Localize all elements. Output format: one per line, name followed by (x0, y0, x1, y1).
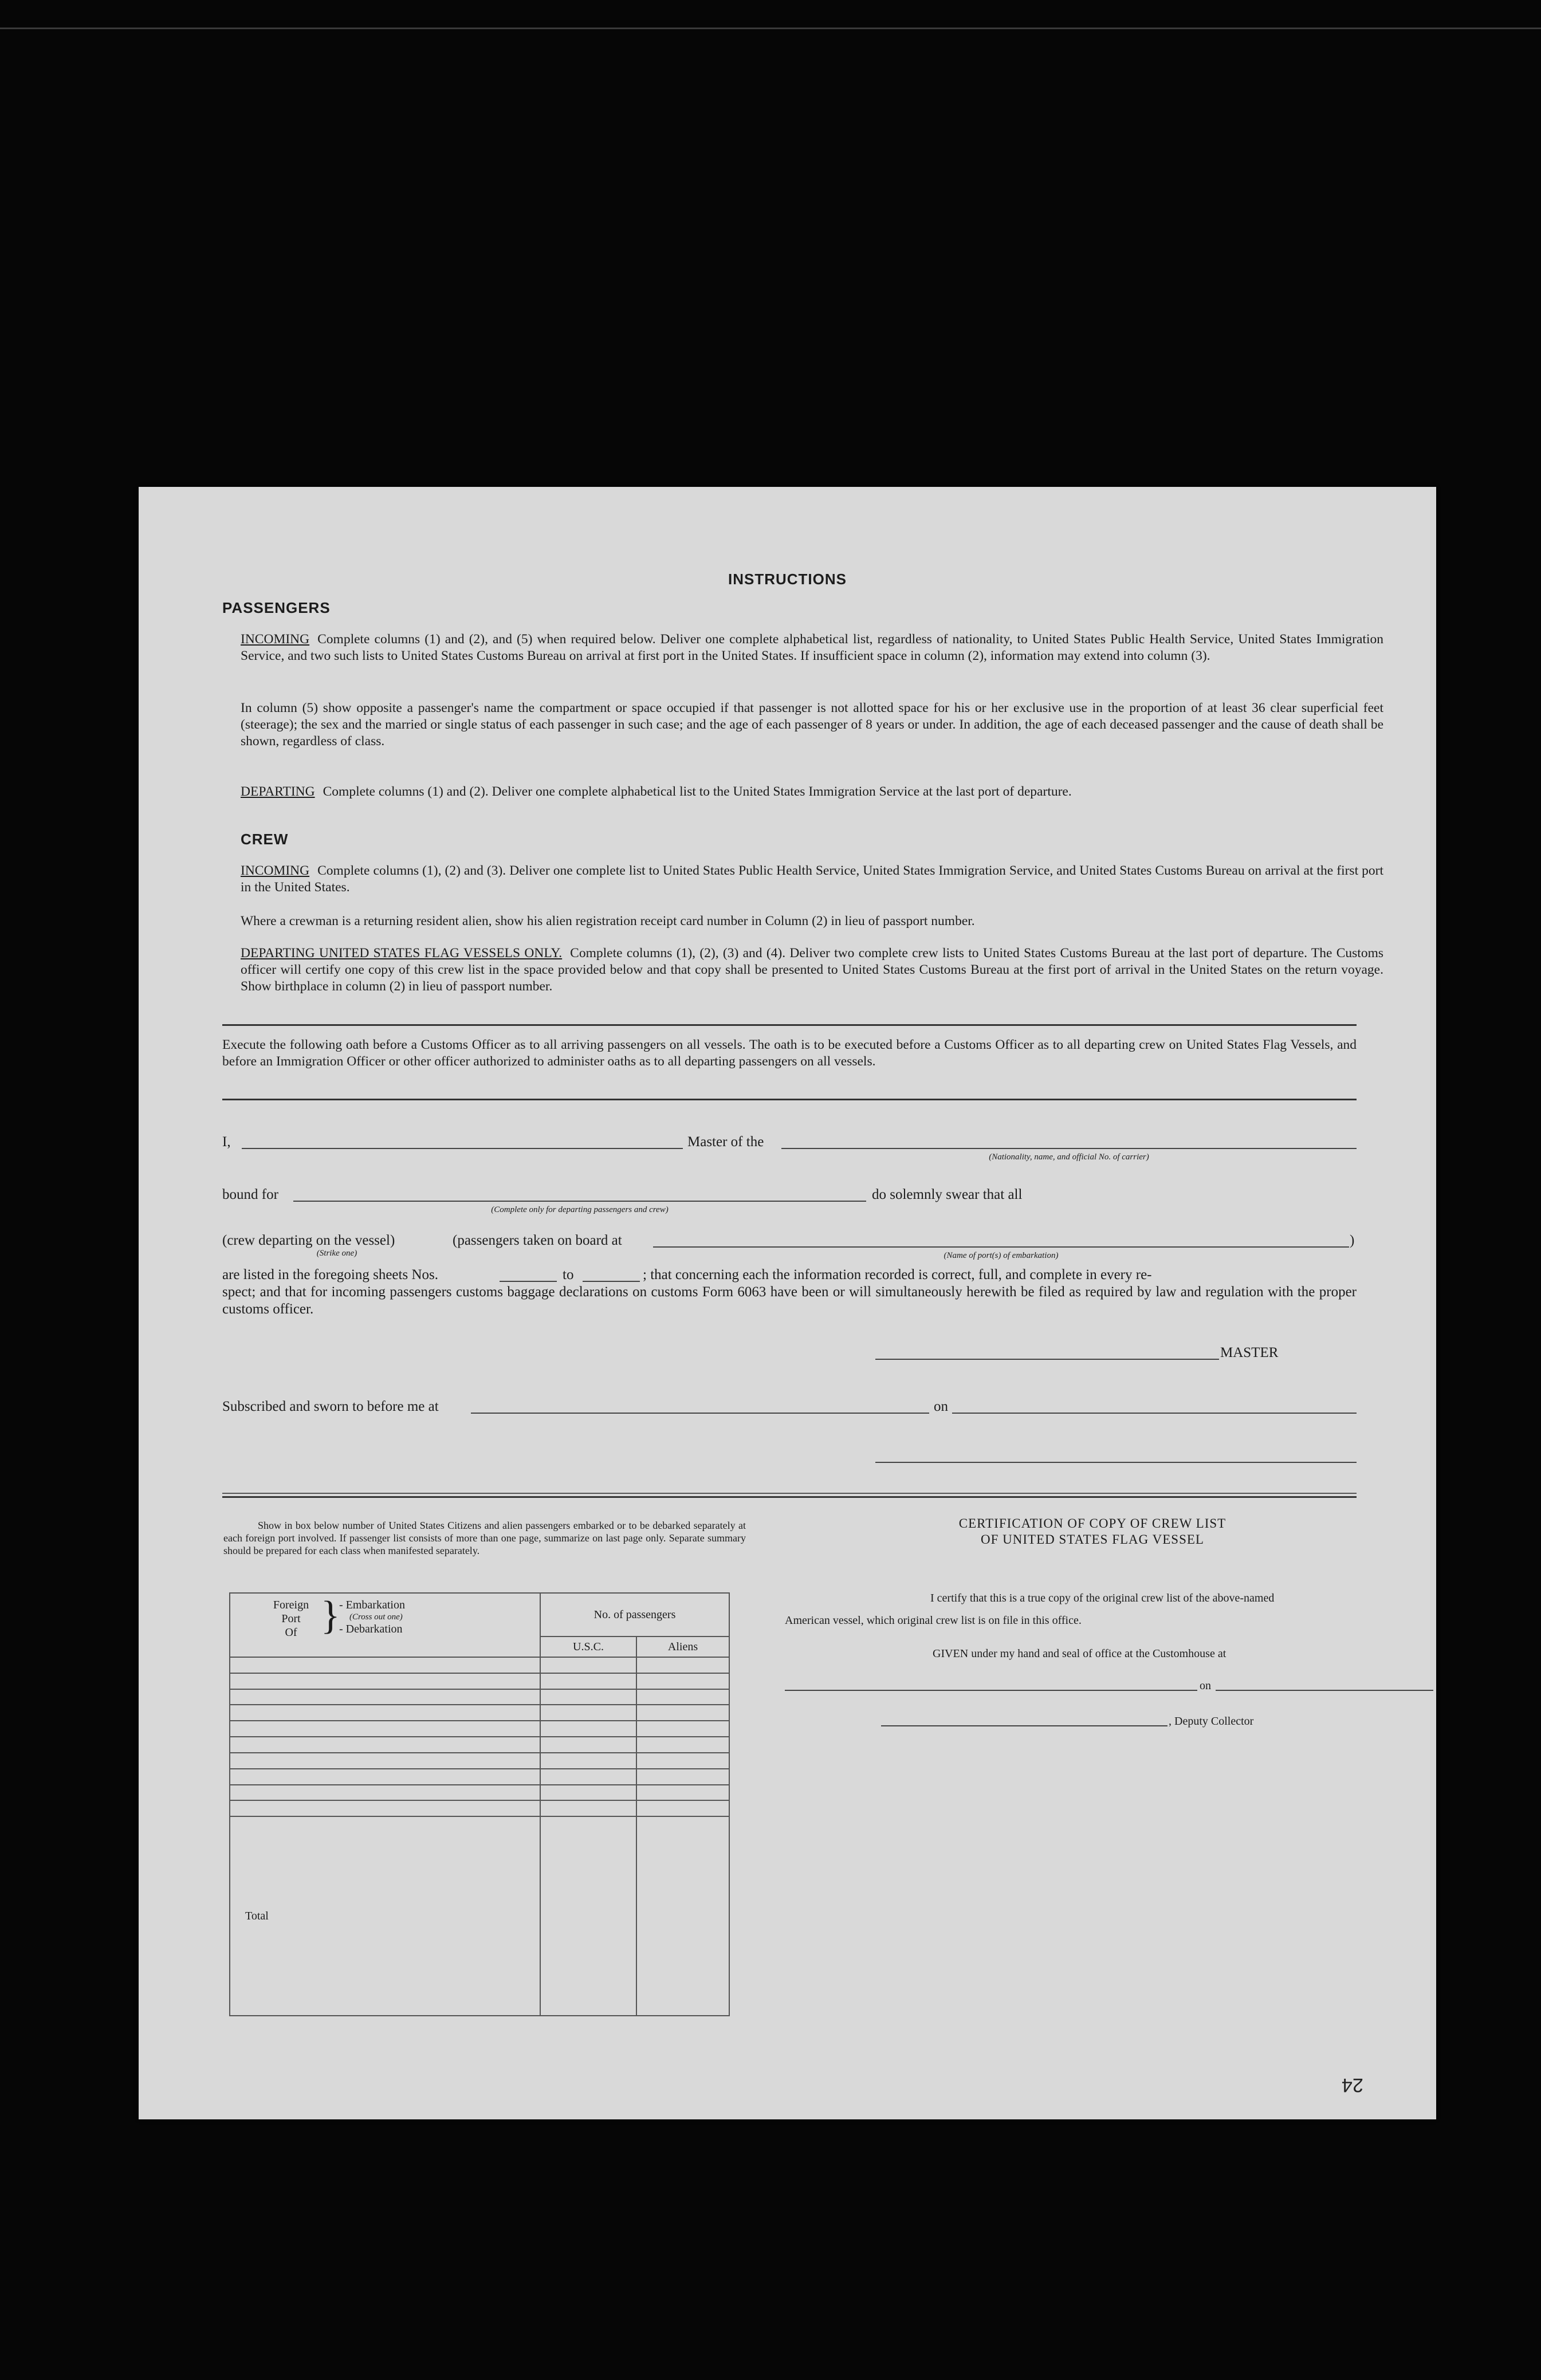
usc-cell[interactable] (540, 1800, 636, 1816)
total-label: Total (230, 1816, 540, 2016)
usc-cell[interactable] (540, 1769, 636, 1785)
usc-cell[interactable] (540, 1705, 636, 1721)
listed-text-3: spect; and that for incoming passengers customs baggage declarations on customs Form 6063 have been or will simultaneously herewith be filed as required by law and regulation with the proper customs officer. (222, 1284, 1357, 1317)
debarkation-option[interactable]: - Debarkation (339, 1623, 403, 1635)
strike-one-caption: (Strike one) (316, 1249, 357, 1258)
subscribed-place-field[interactable] (471, 1413, 929, 1414)
divider-line (222, 1099, 1357, 1100)
aliens-cell[interactable] (636, 1753, 729, 1769)
certification-title (878, 1516, 1307, 1548)
aliens-cell[interactable] (636, 1689, 729, 1705)
port-cell[interactable] (230, 1785, 540, 1801)
oath-intro: Execute the following oath before a Customs Officer as to all arriving passengers on all vessels. The oath is to be executed before a Customs Officer as to all departing crew on United States Flag Vessels, and before an Immigration Officer or other officer authorized to administer oaths as to all departing passengers on all vessels. (222, 1037, 1357, 1069)
passengers-incoming-paragraph (241, 631, 1383, 664)
port-label: Port (281, 1612, 301, 1625)
crew-departing-text: Complete columns (1), (2), (3) and (4). Deliver two complete crew lists to United States Customs Bureau at the last port of departure. The Customs officer will certify one copy of this crew list in the space provided below and that copy shall be presented to United States Customs Bureau at the first port of arrival in the United States on the return voyage. Show birthplace in column (2) in lieu of passport number. (241, 946, 1383, 994)
deputy-collector-signature-field[interactable] (881, 1725, 1167, 1726)
certification-title-line-2: OF UNITED STATES FLAG VESSEL (981, 1532, 1204, 1547)
swear-label: do solemnly swear that all (872, 1187, 1023, 1202)
certification-text-1: I certify that this is a true copy of the original crew list of the above-named (930, 1592, 1275, 1604)
crew-departing-paragraph (241, 945, 1383, 995)
subscribed-label: Subscribed and sworn to before me at (222, 1399, 439, 1414)
deputy-collector-label: , Deputy Collector (1169, 1715, 1254, 1728)
divider-line (222, 1496, 1357, 1498)
passengers-taken-option[interactable]: (passengers taken on board at (453, 1233, 622, 1248)
passengers-departing-text: Complete columns (1) and (2). Deliver one complete alphabetical list to the United States Immigration Service at the last port of departure. (323, 784, 1072, 799)
usc-cell[interactable] (540, 1785, 636, 1801)
listed-text-2: ; that concerning each the information recorded is correct, full, and complete in every re- (643, 1267, 1152, 1283)
page-number-stamp: 24 (1342, 2074, 1363, 2096)
scan-edge-line (0, 27, 1541, 29)
cross-out-caption: (Cross out one) (349, 1612, 403, 1622)
divider-line (222, 1493, 1357, 1494)
certification-text-2: American vessel, which original crew list is on file in this office. (785, 1614, 1082, 1627)
usc-cell[interactable] (540, 1721, 636, 1737)
master-signature-field[interactable] (875, 1359, 1219, 1360)
crew-incoming-text: Complete columns (1), (2) and (3). Deliver one complete list to United States Public Health Service, United States Immigration Service, and United States Customs Bureau on arrival at the first port in the United States. (241, 863, 1383, 895)
bound-for-caption: (Complete only for departing passengers and crew) (491, 1205, 669, 1214)
master-of-label: Master of the (687, 1134, 764, 1150)
aliens-total-cell[interactable] (636, 1816, 729, 2016)
officer-signature-field[interactable] (875, 1462, 1357, 1463)
port-cell[interactable] (230, 1753, 540, 1769)
aliens-cell[interactable] (636, 1705, 729, 1721)
subscribed-on-label: on (934, 1399, 948, 1414)
master-name-field[interactable] (242, 1148, 683, 1149)
port-header-cell (230, 1593, 540, 1657)
certification-title-line-1: CERTIFICATION OF COPY OF CREW LIST (958, 1516, 1226, 1531)
passengers-incoming-text: Complete columns (1) and (2), and (5) when required below. Deliver one complete alphabetical list, regardless of nationality, to United States Public Health Service, United States Immigration Service, and two such lists to United States Customs Bureau on arrival at first port in the United States. If insufficient space in column (2), information may extend into column (3). (241, 632, 1383, 663)
usc-total-cell[interactable] (540, 1816, 636, 2016)
port-cell[interactable] (230, 1769, 540, 1785)
foreign-label: Foreign (273, 1599, 309, 1611)
subscribed-date-field[interactable] (952, 1413, 1357, 1414)
aliens-cell[interactable] (636, 1800, 729, 1816)
close-paren: ) (1350, 1233, 1355, 1248)
crew-incoming-paragraph (241, 863, 1383, 896)
usc-cell[interactable] (540, 1737, 636, 1753)
certification-text (826, 1582, 1357, 1614)
aliens-cell[interactable] (636, 1737, 729, 1753)
aliens-cell[interactable] (636, 1785, 729, 1801)
usc-header: U.S.C. (540, 1637, 636, 1657)
usc-cell[interactable] (540, 1673, 636, 1689)
form-sheet (139, 487, 1436, 2119)
aliens-cell[interactable] (636, 1769, 729, 1785)
sheet-to-field[interactable] (583, 1281, 640, 1282)
sheet-from-field[interactable] (500, 1281, 557, 1282)
port-cell[interactable] (230, 1721, 540, 1737)
carrier-caption: (Nationality, name, and official No. of carrier) (989, 1152, 1149, 1162)
usc-cell[interactable] (540, 1753, 636, 1769)
usc-cell[interactable] (540, 1689, 636, 1705)
master-label: MASTER (1220, 1345, 1279, 1360)
certification-date-field[interactable] (1216, 1690, 1433, 1691)
brace-icon: } (321, 1594, 340, 1638)
certification-on-label: on (1200, 1679, 1211, 1692)
passenger-summary-table (229, 1592, 730, 2016)
aliens-cell[interactable] (636, 1721, 729, 1737)
passengers-departing-paragraph (241, 784, 1383, 800)
summary-note: Show in box below number of United States Citizens and alien passengers embarked or to be debarked separately at each foreign port involved. If passenger list consists of more than one page, summarize on last page only. Separate summary should be prepared for each class when manifested separately. (223, 1520, 746, 1556)
oath-i-label: I, (222, 1134, 231, 1150)
certification-given: GIVEN under my hand and seal of office at the Customhouse at (933, 1647, 1226, 1660)
listed-to: to (563, 1267, 574, 1283)
port-cell[interactable] (230, 1737, 540, 1753)
crew-heading: CREW (241, 831, 289, 848)
carrier-field[interactable] (781, 1148, 1357, 1149)
instructions-title: INSTRUCTIONS (728, 571, 847, 588)
embarkation-option[interactable]: - Embarkation (339, 1599, 405, 1611)
crew-incoming-lead: INCOMING (241, 863, 310, 878)
aliens-cell[interactable] (636, 1673, 729, 1689)
passengers-departing-lead: DEPARTING (241, 784, 315, 799)
customhouse-field[interactable] (785, 1690, 1197, 1691)
passengers-column5-paragraph: In column (5) show opposite a passenger's name the compartment or space occupied if that passenger is not allotted space for his or her exclusive use in the proportion of at least 36 clear superficial feet (steerage); the sex and the married or single status of each passenger in such case; and the age of each passenger of 8 years or under. In addition, the age of each deceased passenger and the cause of death shall be shown, regardless of class. (241, 701, 1383, 749)
passengers-heading: PASSENGERS (222, 599, 331, 616)
crew-resident-paragraph: Where a crewman is a returning resident alien, show his alien registration receipt card number in Column (2) in lieu of passport number. (241, 914, 975, 929)
crew-departing-lead: DEPARTING UNITED STATES FLAG VESSELS ONLY. (241, 946, 563, 961)
port-cell[interactable] (230, 1705, 540, 1721)
aliens-cell[interactable] (636, 1657, 729, 1673)
of-label: Of (285, 1626, 297, 1639)
embarkation-caption: (Name of port(s) of embarkation) (944, 1251, 1059, 1260)
listed-text-1: are listed in the foregoing sheets Nos. (222, 1267, 438, 1283)
bound-for-label: bound for (222, 1187, 278, 1202)
bound-for-field[interactable] (293, 1201, 866, 1202)
port-cell[interactable] (230, 1657, 540, 1673)
divider-line (222, 1024, 1357, 1026)
no-of-passengers-header: No. of passengers (540, 1593, 729, 1637)
passengers-incoming-lead: INCOMING (241, 632, 310, 647)
port-cell[interactable] (230, 1673, 540, 1689)
embarkation-port-field[interactable] (653, 1246, 1349, 1248)
port-cell[interactable] (230, 1800, 540, 1816)
crew-departing-option[interactable]: (crew departing on the vessel) (222, 1233, 395, 1248)
port-cell[interactable] (230, 1689, 540, 1705)
usc-cell[interactable] (540, 1657, 636, 1673)
aliens-header: Aliens (636, 1637, 729, 1657)
